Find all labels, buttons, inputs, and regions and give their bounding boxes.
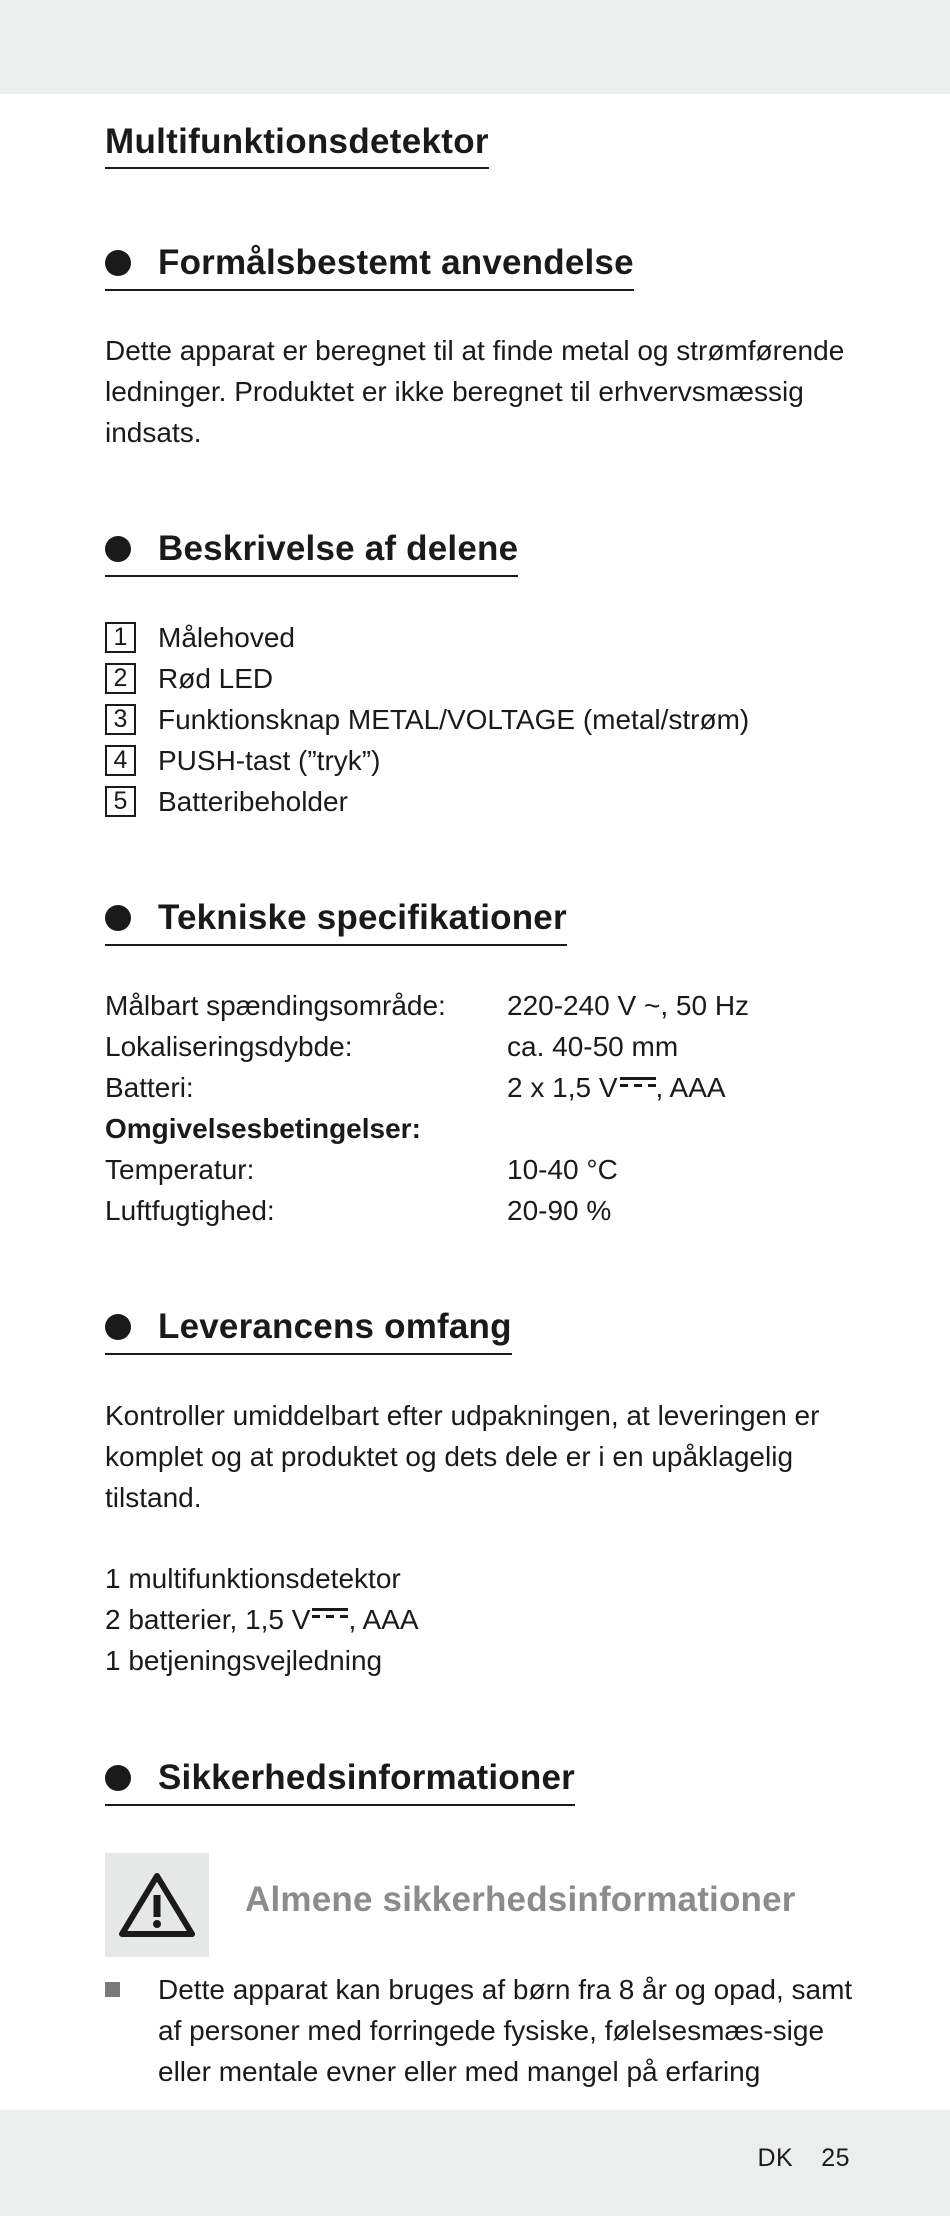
dc-current-symbol-icon [312, 1608, 348, 1620]
spec-label: Målbart spændingsområde: [105, 989, 446, 1021]
part-number-box: 3 [105, 704, 136, 735]
list-item [105, 781, 749, 822]
section-heading-text: Tekniske specifikationer [158, 898, 567, 937]
spec-value [507, 1072, 726, 1104]
battery-voltage: 2 x 1,5 V [507, 1071, 618, 1103]
battery-type: , AAA [655, 1071, 726, 1103]
part-label: Batteribeholder [158, 785, 348, 817]
spec-value: 10-40 °C [507, 1153, 618, 1185]
footer-page-number: 25 [821, 2144, 850, 2172]
list-item [105, 740, 749, 781]
spec-label: Batteri: [105, 1071, 194, 1103]
section-heading-delivery [105, 1307, 512, 1355]
safety-bullet-text: Dette apparat kan bruges af børn fra 8 år og opad, samt af personer med forringede fysiske, følelsesmæs-sige eller mentale evner eller med mangel på erfaring [158, 1974, 853, 2087]
page-footer [757, 2144, 850, 2173]
delivery-text: Kontroller umiddelbart efter udpakningen, at leveringen er komplet og at produktet og dets dele er i en upåklagelig tilstand. [105, 1400, 820, 1513]
spec-value: 20-90 % [507, 1194, 612, 1226]
document-title: Multifunktionsdetektor [105, 122, 489, 169]
list-item: 1 betjeningsvejledning [105, 1644, 383, 1676]
section-heading-specs [105, 898, 567, 946]
section-heading-text: Leverancens omfang [158, 1307, 512, 1346]
safety-bullet-item [105, 1969, 865, 2092]
safety-sub-heading: Almene sikkerhedsinformationer [245, 1880, 796, 1919]
heading-bullet-icon [105, 536, 131, 562]
parts-list [105, 617, 749, 822]
part-label: Rød LED [158, 662, 274, 694]
footer-language: DK [757, 2144, 794, 2172]
part-label: Målehoved [158, 621, 295, 653]
spec-row [105, 1190, 749, 1231]
section-heading-text: Sikkerhedsinformationer [158, 1758, 575, 1797]
section-heading-text: Beskrivelse af delene [158, 529, 519, 568]
section-heading-intended-use [105, 243, 634, 291]
list-item [105, 1599, 419, 1640]
dc-current-symbol-icon [620, 1077, 656, 1089]
spec-row [105, 985, 749, 1026]
section-heading-text: Formålsbestemt anvendelse [158, 243, 634, 282]
top-margin-band [0, 0, 950, 94]
part-number-box: 1 [105, 622, 136, 653]
part-number-box: 2 [105, 663, 136, 694]
part-label: PUSH-tast (”tryk”) [158, 744, 381, 776]
spec-group-heading: Omgivelsesbetingelser: [105, 1112, 421, 1144]
part-number-box: 4 [105, 745, 136, 776]
heading-bullet-icon [105, 250, 131, 276]
list-item [105, 658, 749, 699]
list-item [105, 617, 749, 658]
spec-value: ca. 40-50 mm [507, 1030, 679, 1062]
part-number-box: 5 [105, 786, 136, 817]
spec-row [105, 1067, 749, 1108]
spec-row [105, 1026, 749, 1067]
spec-label: Luftfugtighed: [105, 1194, 275, 1226]
battery-item-text: 2 batterier, 1,5 V [105, 1603, 311, 1635]
intended-use-text: Dette apparat er beregnet til at finde metal og strømførende ledninger. Produktet er ikke beregnet til erhvervsmæssig indsats. [105, 335, 845, 448]
heading-bullet-icon [105, 1765, 131, 1791]
battery-item-type: , AAA [348, 1603, 419, 1635]
spec-row [105, 1149, 749, 1190]
part-label: Funktionsknap METAL/VOLTAGE (metal/strøm) [158, 703, 750, 735]
warning-triangle-icon [105, 1853, 209, 1957]
spec-label: Temperatur: [105, 1153, 255, 1185]
heading-bullet-icon [105, 1314, 131, 1340]
spec-label: Lokaliseringsdybde: [105, 1030, 353, 1062]
specs-table [105, 985, 749, 1231]
square-bullet-icon [105, 1982, 120, 1997]
list-item [105, 699, 749, 740]
heading-bullet-icon [105, 905, 131, 931]
section-heading-safety [105, 1758, 575, 1806]
delivery-items [105, 1558, 419, 1681]
spec-value: 220-240 V ~, 50 Hz [507, 989, 750, 1021]
list-item: 1 multifunktionsdetektor [105, 1562, 401, 1594]
section-heading-parts [105, 529, 518, 577]
